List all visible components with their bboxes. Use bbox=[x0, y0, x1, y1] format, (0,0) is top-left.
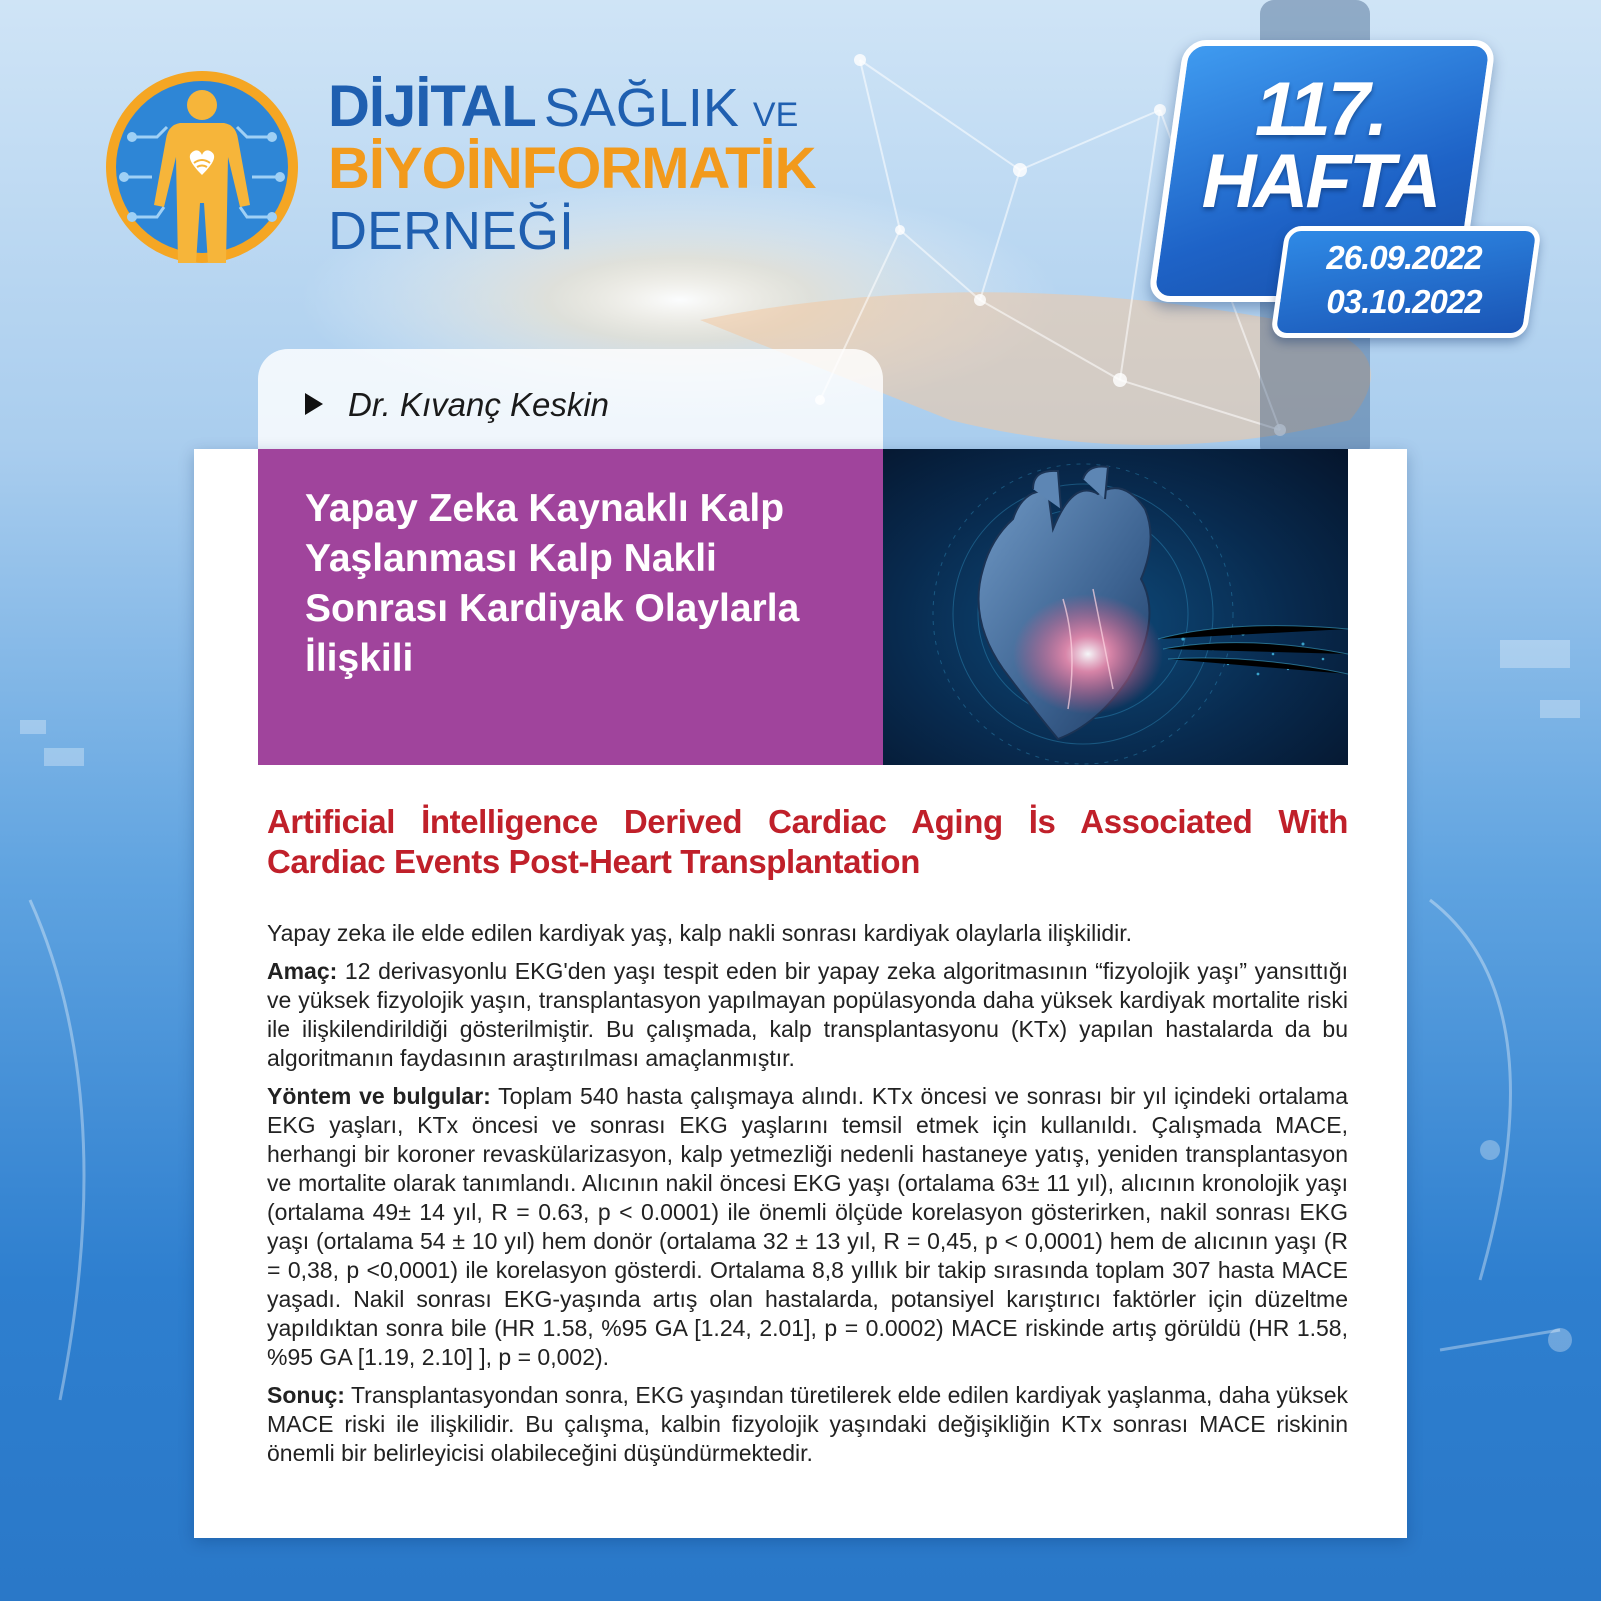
week-label: HAFTA bbox=[1201, 139, 1439, 224]
date-start: 26.09.2022 bbox=[1326, 239, 1482, 276]
org-name-ve: VE bbox=[752, 96, 799, 134]
org-name-saglik: SAĞLIK bbox=[543, 78, 739, 138]
week-badge-text bbox=[1170, 67, 1470, 224]
result-text: Transplantasyondan sonra, EKG yaşından türetilerek elde edilen kardiyak yaşlanma, daha yüksek MACE riski ile ilişkilidir. Bu çalışma, kalbin fizyolojik yaşındaki değişikliğin KTx sonrası MACE riskinin önemli bir belirleyicisi olabileceğini düşündürmektedir. bbox=[267, 1382, 1348, 1466]
methods-label: Yöntem ve bulgular: bbox=[267, 1083, 491, 1109]
organization-name bbox=[328, 74, 816, 261]
methods-paragraph bbox=[267, 1082, 1348, 1372]
methods-text: Toplam 540 hasta çalışmaya alındı. KTx öncesi ve sonrası bir yıl içindeki ortalama EKG yaşları, KTx öncesi ve sonrası EKG yaşlarını temsil etmek için kullanıldı. Çalışmada MACE, herhangi bir koroner revaskülarizasyon, kalp yetmezliği nedenli hastaneye yatış, yeniden transplantasyon ve mortalite olarak tanımlandı. Alıcının nakil öncesi EKG yaşı (ortalama 63± 11 yıl), alıcının kronolojik yaşı (ortalama 49± 14 yıl, R = 0.63, p < 0.0001) ile önemli ölçüde korelasyon gösterirken, nakil sonrası EKG yaşı (ortalama 54 ± 10 yıl) hem donör (ortalama 32 ± 13 yıl, R = 0,45, p < 0,0001) hem de alıcının yaşı (R = 0,38, p <0,0001) ile korelasyon gösterdi. Ortalama 8,8 yıllık bir takip sırasında toplam 307 hasta MACE yaşadı. Nakil sonrası EKG-yaşında artış olan hastalarda, potansiyel karıştırıcı faktörler için düzeltme yapıldıktan sonra bile (HR 1.58, %95 GA [1.24, 2.01], p = 0.0002) MACE riskinde artış görüldü (HR 1.58, %95 GA [1.19, 2.10] ], p = 0,002). bbox=[267, 1083, 1348, 1370]
article-title-tr: Yapay Zeka Kaynaklı Kalp Yaşlanması Kalp Nakli Sonrası Kardiyak Olaylarla İlişkili bbox=[305, 487, 800, 680]
week-number: 117. bbox=[1254, 67, 1386, 152]
aim-label: Amaç: bbox=[267, 958, 338, 984]
heart-illustration bbox=[883, 449, 1348, 765]
article-body bbox=[267, 919, 1348, 1477]
result-paragraph bbox=[267, 1381, 1348, 1468]
org-name-digital: DİJİTAL bbox=[328, 74, 536, 139]
article-title-en: Artificial İntelligence Derived Cardiac Aging İs Associated With Cardiac Events Post-Heart Transplantation bbox=[267, 803, 1348, 880]
aim-text: 12 derivasyonlu EKG'den yaşı tespit eden bir yapay zeka algoritmasının “fizyolojik yaşı” yansıttığı ve yüksek fizyolojik yaşın, transplantasyon yapılmayan popülasyonda daha yüksek kardiyak mortalite riski ile ilişkilendirildiği gösterilmiştir. Bu çalışmada, kalp transplantasyonu (KTx) yapılan hastalarda da bu algoritmanın faydasının araştırılması amaçlanmıştır. bbox=[267, 958, 1348, 1071]
org-name-association: DERNEĞİ bbox=[328, 201, 575, 261]
author-name: Dr. Kıvanç Keskin bbox=[348, 386, 610, 423]
article-summary: Yapay zeka ile elde edilen kardiyak yaş, kalp nakli sonrası kardiyak olaylarla ilişkilidir. bbox=[267, 920, 1133, 946]
association-logo bbox=[102, 67, 302, 267]
aim-paragraph bbox=[267, 957, 1348, 1073]
date-range bbox=[1284, 236, 1524, 324]
date-end: 03.10.2022 bbox=[1326, 283, 1482, 320]
result-label: Sonuç: bbox=[267, 1382, 345, 1408]
org-name-bioinformatics: BİYOİNFORMATİK bbox=[328, 136, 816, 201]
play-arrow-icon bbox=[305, 393, 323, 415]
